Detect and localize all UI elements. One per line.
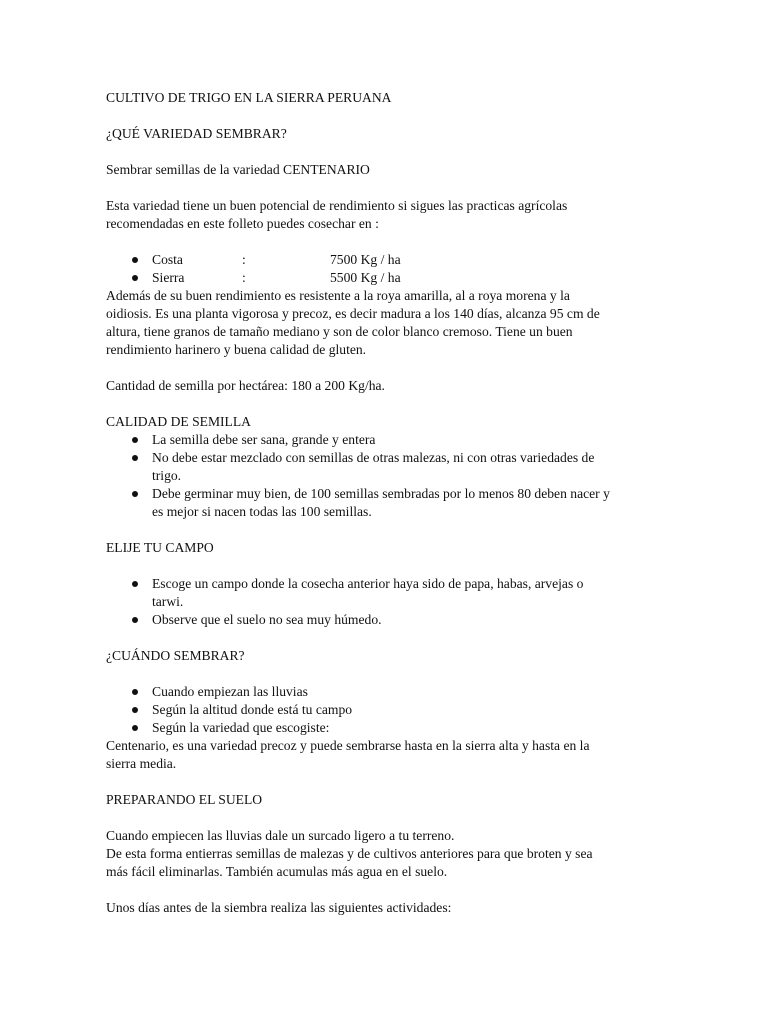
yield-value: 5500 Kg / ha [330, 270, 401, 285]
paragraph-sembrar: Sembrar semillas de la variedad CENTENARIO [106, 162, 370, 177]
yield-region: Sierra [152, 270, 185, 285]
paragraph-surcado: Cuando empiecen las lluvias dale un surcado ligero a tu terreno. [106, 828, 455, 843]
section-heading-calidad: CALIDAD DE SEMILLA [106, 414, 251, 429]
text-line: Debe germinar muy bien, de 100 semillas sembradas por lo menos 80 deben nacer y [152, 486, 610, 501]
section-heading-cuando: ¿CUÁNDO SEMBRAR? [106, 648, 245, 663]
list-item [106, 269, 666, 287]
campo-list [106, 575, 666, 629]
text-line: La semilla debe ser sana, grande y entera [152, 432, 376, 447]
text-line: Además de su buen rendimiento es resistente a la roya amarilla, al a roya morena y la [106, 288, 570, 303]
text-line: altura, tiene granos de tamaño mediano y son de color blanco cremoso. Tiene un buen [106, 324, 573, 339]
text-line: No debe estar mezclado con semillas de otras malezas, ni con otras variedades de [152, 450, 595, 465]
paragraph-centenario [106, 737, 666, 773]
list-item [106, 485, 666, 521]
list-item [106, 449, 666, 485]
paragraph-cantidad-semilla: Cantidad de semilla por hectárea: 180 a 200 Kg/ha. [106, 378, 385, 393]
list-item [106, 701, 666, 719]
text-line: Esta variedad tiene un buen potencial de rendimiento si sigues las practicas agrícolas [106, 198, 568, 213]
list-item [106, 683, 666, 701]
text-line: tarwi. [152, 594, 184, 609]
yield-separator: : [242, 270, 246, 285]
text-line: trigo. [152, 468, 182, 483]
text-line: Observe que el suelo no sea muy húmedo. [152, 612, 382, 627]
text-line: Escoge un campo donde la cosecha anterior haya sido de papa, habas, arvejas o [152, 576, 584, 591]
text-line: recomendadas en este folleto puedes cosechar en : [106, 216, 379, 231]
text-line: oidiosis. Es una planta vigorosa y precoz, es decir madura a los 140 días, alcanza 95 cm de [106, 306, 600, 321]
text-line: De esta forma entierras semillas de malezas y de cultivos anteriores para que broten y sea [106, 846, 593, 861]
list-item [106, 251, 666, 269]
list-item [106, 719, 666, 737]
text-line: Cuando empiezan las lluvias [152, 684, 308, 699]
paragraph-malezas [106, 845, 666, 881]
list-item [106, 575, 666, 611]
yield-region: Costa [152, 252, 183, 267]
text-line: Según la altitud donde está tu campo [152, 702, 353, 717]
yield-separator: : [242, 252, 246, 267]
list-item [106, 611, 666, 629]
paragraph-caracteristicas [106, 287, 666, 359]
text-line: rendimiento harinero y buena calidad de gluten. [106, 342, 367, 357]
text-line: Centenario, es una variedad precoz y puede sembrarse hasta en la sierra alta y hasta en la [106, 738, 590, 753]
document-title: CULTIVO DE TRIGO EN LA SIERRA PERUANA [106, 90, 392, 105]
text-line: Según la variedad que escogiste: [152, 720, 330, 735]
paragraph-potencial [106, 197, 666, 233]
document-body [106, 89, 666, 917]
section-heading-variedad: ¿QUÉ VARIEDAD SEMBRAR? [106, 126, 287, 141]
text-line: sierra media. [106, 756, 177, 771]
text-line: más fácil eliminarlas. También acumulas más agua en el suelo. [106, 864, 448, 879]
calidad-list [106, 431, 666, 521]
section-heading-campo: ELIJE TU CAMPO [106, 540, 214, 555]
yield-value: 7500 Kg / ha [330, 252, 401, 267]
section-heading-suelo: PREPARANDO EL SUELO [106, 792, 263, 807]
list-item [106, 431, 666, 449]
text-line: es mejor si nacen todas las 100 semillas. [152, 504, 372, 519]
cuando-list [106, 683, 666, 737]
yield-list [106, 251, 666, 287]
paragraph-actividades: Unos días antes de la siembra realiza las siguientes actividades: [106, 900, 452, 915]
